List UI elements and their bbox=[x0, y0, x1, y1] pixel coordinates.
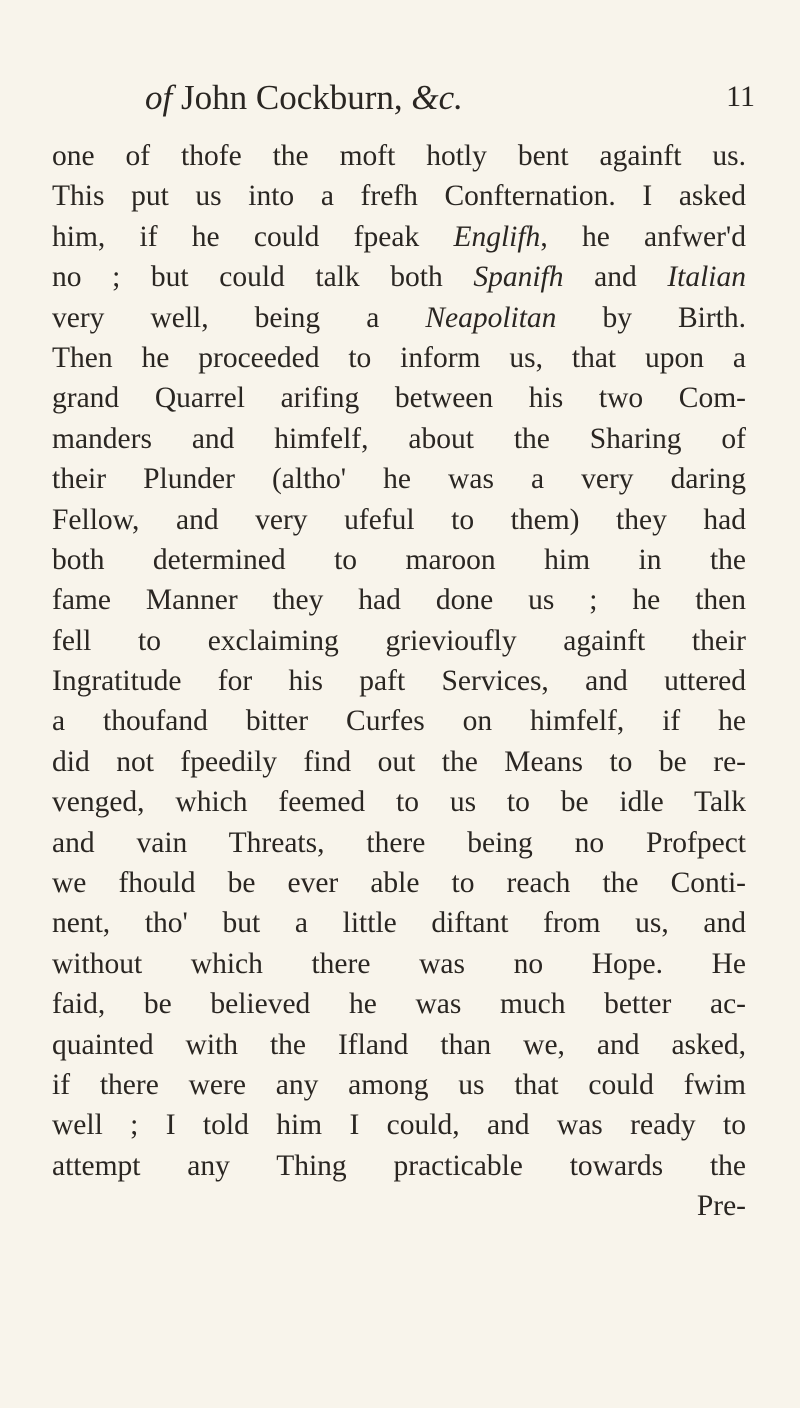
body-text bbox=[52, 136, 746, 1227]
text-line bbox=[52, 701, 746, 741]
line-text: attempt any Thing practicable towards the bbox=[52, 1149, 746, 1182]
text-line bbox=[52, 419, 746, 459]
text-line bbox=[52, 661, 746, 701]
text-line bbox=[52, 863, 746, 903]
line-text: Fellow, and very ufeful to them) they had bbox=[52, 503, 746, 536]
line-text: without which there was no Hope. He bbox=[52, 947, 746, 980]
title-prefix: of bbox=[145, 78, 173, 117]
line-text: quainted with the Ifland than we, and asked, bbox=[52, 1028, 746, 1061]
line-text: very well, being a bbox=[52, 301, 426, 334]
line-text: by Birth. bbox=[556, 301, 746, 334]
line-text: him, if he could fpeak bbox=[52, 220, 454, 253]
text-line bbox=[52, 257, 746, 297]
line-text: no ; but could talk both bbox=[52, 261, 474, 294]
text-line bbox=[52, 338, 746, 378]
line-text: fell to exclaiming grievioufly againft their bbox=[52, 624, 746, 657]
text-line bbox=[52, 1146, 746, 1186]
text-line bbox=[52, 984, 746, 1024]
text-line bbox=[52, 1025, 746, 1065]
running-title bbox=[145, 78, 463, 118]
italic-word: Englifh bbox=[453, 220, 541, 253]
text-line bbox=[52, 903, 746, 943]
line-text: their Plunder (altho' he was a very daring bbox=[52, 463, 746, 496]
text-line bbox=[52, 176, 746, 216]
text-line bbox=[52, 944, 746, 984]
text-line bbox=[52, 378, 746, 418]
catchword bbox=[52, 1186, 746, 1226]
line-text: both determined to maroon him in the bbox=[52, 543, 746, 576]
line-text: nent, tho' but a little diftant from us, and bbox=[52, 907, 746, 940]
text-line bbox=[52, 500, 746, 540]
line-text: did not fpeedily find out the Means to be re- bbox=[52, 745, 746, 778]
italic-word: Italian bbox=[667, 261, 746, 294]
title-name: John Cockburn, bbox=[172, 78, 412, 117]
line-text: and bbox=[563, 261, 668, 294]
text-line bbox=[52, 1105, 746, 1145]
line-text: if there were any among us that could fwim bbox=[52, 1068, 746, 1101]
text-line bbox=[52, 823, 746, 863]
line-text: a thoufand bitter Curfes on himfelf, if he bbox=[52, 705, 746, 738]
line-text: Then he proceeded to inform us, that upon a bbox=[52, 341, 746, 374]
text-line bbox=[52, 580, 746, 620]
line-text: venged, which feemed to us to be idle Talk bbox=[52, 786, 746, 819]
line-text: well ; I told him I could, and was ready to bbox=[52, 1109, 746, 1142]
italic-word: Neapolitan bbox=[425, 301, 557, 334]
catchword-text: Pre- bbox=[696, 1190, 746, 1223]
italic-word: Spanifh bbox=[473, 261, 564, 294]
text-line bbox=[52, 298, 746, 338]
text-line bbox=[52, 459, 746, 499]
line-text: grand Quarrel arifing between his two Com- bbox=[52, 382, 746, 415]
line-text: faid, be believed he was much better ac- bbox=[52, 988, 746, 1021]
text-line bbox=[52, 217, 746, 257]
line-text: This put us into a frefh Confternation. I asked bbox=[52, 180, 746, 213]
line-text: fame Manner they had done us ; he then bbox=[52, 584, 746, 617]
line-text: manders and himfelf, about the Sharing of bbox=[52, 422, 746, 455]
text-line bbox=[52, 742, 746, 782]
title-suffix: &c. bbox=[411, 78, 463, 117]
text-line bbox=[52, 782, 746, 822]
line-text: and vain Threats, there being no Profpect bbox=[52, 826, 746, 859]
running-head bbox=[145, 78, 755, 128]
text-line bbox=[52, 1065, 746, 1105]
text-line bbox=[52, 136, 746, 176]
line-text: one of thofe the moft hotly bent againft us. bbox=[52, 140, 746, 172]
line-text: we fhould be ever able to reach the Conti- bbox=[52, 867, 746, 900]
text-line bbox=[52, 621, 746, 661]
line-text: Ingratitude for his paft Services, and uttered bbox=[52, 665, 746, 698]
text-line bbox=[52, 540, 746, 580]
page-number: 11 bbox=[726, 80, 755, 113]
line-text: , he anfwer'd bbox=[540, 220, 746, 253]
